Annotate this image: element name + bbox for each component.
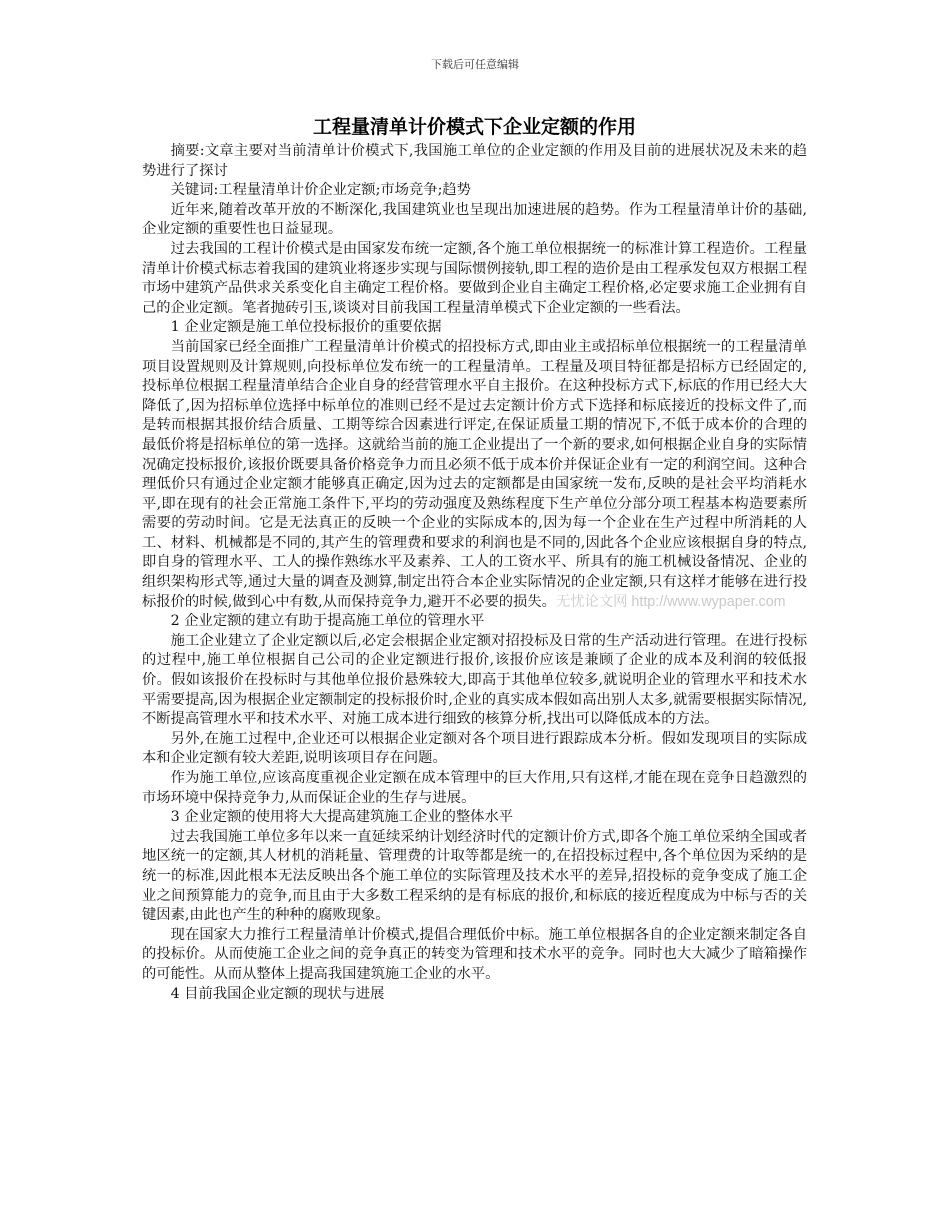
document-title: 工程量清单计价模式下企业定额的作用 [312, 116, 636, 138]
body-paragraph: 另外,在施工过程中,企业还可以根据企业定额对各个项目进行跟踪成本分析。假如发现项目的实际成本和企业定额有较大差距,说明该项目存在问题。 [142, 730, 807, 767]
body-paragraph [142, 338, 807, 612]
section-heading: 4 目前我国企业定额的现状与进展 [170, 985, 385, 1002]
document-body [142, 112, 807, 1004]
section-heading: 1 企业定额是施工单位投标报价的重要依据 [170, 319, 442, 336]
body-paragraph: 近年来,随着改革开放的不断深化,我国建筑业也呈现出加速进展的趋势。作为工程量清单计价的基础,企业定额的重要性也日益显现。 [142, 201, 807, 238]
body-paragraph: 作为施工单位,应该高度重视企业定额在成本管理中的巨大作用,只有这样,才能在现在竞争日趋激烈的市场环境中保持竞争力,从而保证企业的生存与进展。 [142, 770, 807, 806]
paragraph-text: 当前国家已经全面推广工程量清单计价模式的招投标方式,即由业主或招标单位根据统一的工程量清单项目设置规则及计算规则,向投标单位发布统一的工程量清单。工程量及项目特征都是招标方已经固定的,投标单位根据工程量清单结合企业自身的经营管理水平自主报价。在这种投标方式下,标底的作用已经大大降低了,因为招标单位选择中标单位的准则已经不是过去定额计价方式下选择和标底接近的投标文件了,而是转而根据其报价结合质量、工期等综合因素进行评定,在保证质量工期的情况下,不低于成本价的合理的最低价将是招标单位的第一选择。这就给当前的施工企业提出了一个新的要求,如何根据企业自身的实际情况确定投标报价,该报价既要具备价格竞争力而且必须不低于成本价并保证企业有一定的利润空间。这种合理低价只有通过企业定额才能够真正确定,因为过去的定额都是由国家统一发布,反映的是社会平均消耗水平,即在现有的社会正常施工条件下,平均的劳动强度及熟练程度下生产单位分部分项工程基本构造要素所需要的劳动时间。它是无法真正的反映一个企业的实际成本的,因为每一个企业在生产过程中所消耗的人工、材料、机械都是不同的,其产生的管理费和要求的利润也是不同的,因此各个企业应该根据自身的特点,即自身的管理水平、工人的操作熟练水平及素养、工人的工资水平、所具有的施工机械设备情况、企业的组织架构形式等,通过大量的调查及测算,制定出符合本企业实际情况的企业定额,只有这样才能够在进行投标报价的时候,做到心中有数,从而保持竞争力,避开不必要的损失。 [142, 338, 807, 610]
abstract-paragraph: 摘要:文章主要对当前清单计价模式下,我国施工单位的企业定额的作用及目前的进展状况及未来的趋势进行了探讨 [142, 143, 807, 179]
body-paragraph: 施工企业建立了企业定额以后,必定会根据企业定额对招投标及日常的生产活动进行管理。在进行投标的过程中,施工单位根据自己公司的企业定额进行报价,该报价应该是兼顾了企业的成本及利润的较低报价。假如该报价在投标时与其他单位报价悬殊较大,即高于其他单位较多,就说明企业的管理水平和技术水平需要提高,因为根据企业定额制定的投标报价时,企业的真实成本假如高出别人太多,就需要根据实际情况,不断提高管理水平和技术水平、对施工成本进行细致的核算分析,找出可以降低成本的方法。 [142, 632, 807, 728]
section-heading: 3 企业定额的使用将大大提高建筑施工企业的整体水平 [170, 809, 514, 826]
keywords-paragraph: 关键词:工程量清单计价企业定额;市场竞争;趋势 [170, 182, 471, 199]
section-heading: 2 企业定额的建立有助于提高施工单位的管理水平 [170, 613, 485, 630]
body-paragraph: 现在国家大力推行工程量清单计价模式,提倡合理低价中标。施工单位根据各自的企业定额来制定各自的投标价。从而使施工企业之间的竞争真正的转变为管理和技术水平的竞争。同时也大大减少了暗箱操作的可能性。从而从整体上提高我国建筑施工企业的水平。 [142, 926, 807, 982]
page-header: 下载后可任意编辑 [431, 58, 519, 71]
watermark-text: 无忧论文网 http://www.wypaper.com [555, 593, 786, 610]
body-paragraph: 过去我国的工程计价模式是由国家发布统一定额,各个施工单位根据统一的标准计算工程造价。工程量清单计价模式标志着我国的建筑业将逐步实现与国际惯例接轨,即工程的造价是由工程承发包双方根据工程市场中建筑产品供求关系变化自主确定工程价格。要做到企业自主确定工程价格,必定要求施工企业拥有自己的企业定额。笔者抛砖引玉,谈谈对目前我国工程量清单模式下企业定额的一些看法。 [142, 240, 807, 316]
body-paragraph: 过去我国施工单位多年以来一直延续采纳计划经济时代的定额计价方式,即各个施工单位采纳全国或者地区统一的定额,其人材机的消耗量、管理费的计取等都是统一的,在招投标过程中,各个单位因为采纳的是统一的标准,因此根本无法反映出各个施工单位的实际管理及技术水平的差异,招投标的竞争变成了施工企业之间预算能力的竞争,而且由于大多数工程采纳的是有标底的报价,和标底的接近程度成为中标与否的关键因素,由此也产生的种种的腐败现象。 [142, 828, 807, 924]
